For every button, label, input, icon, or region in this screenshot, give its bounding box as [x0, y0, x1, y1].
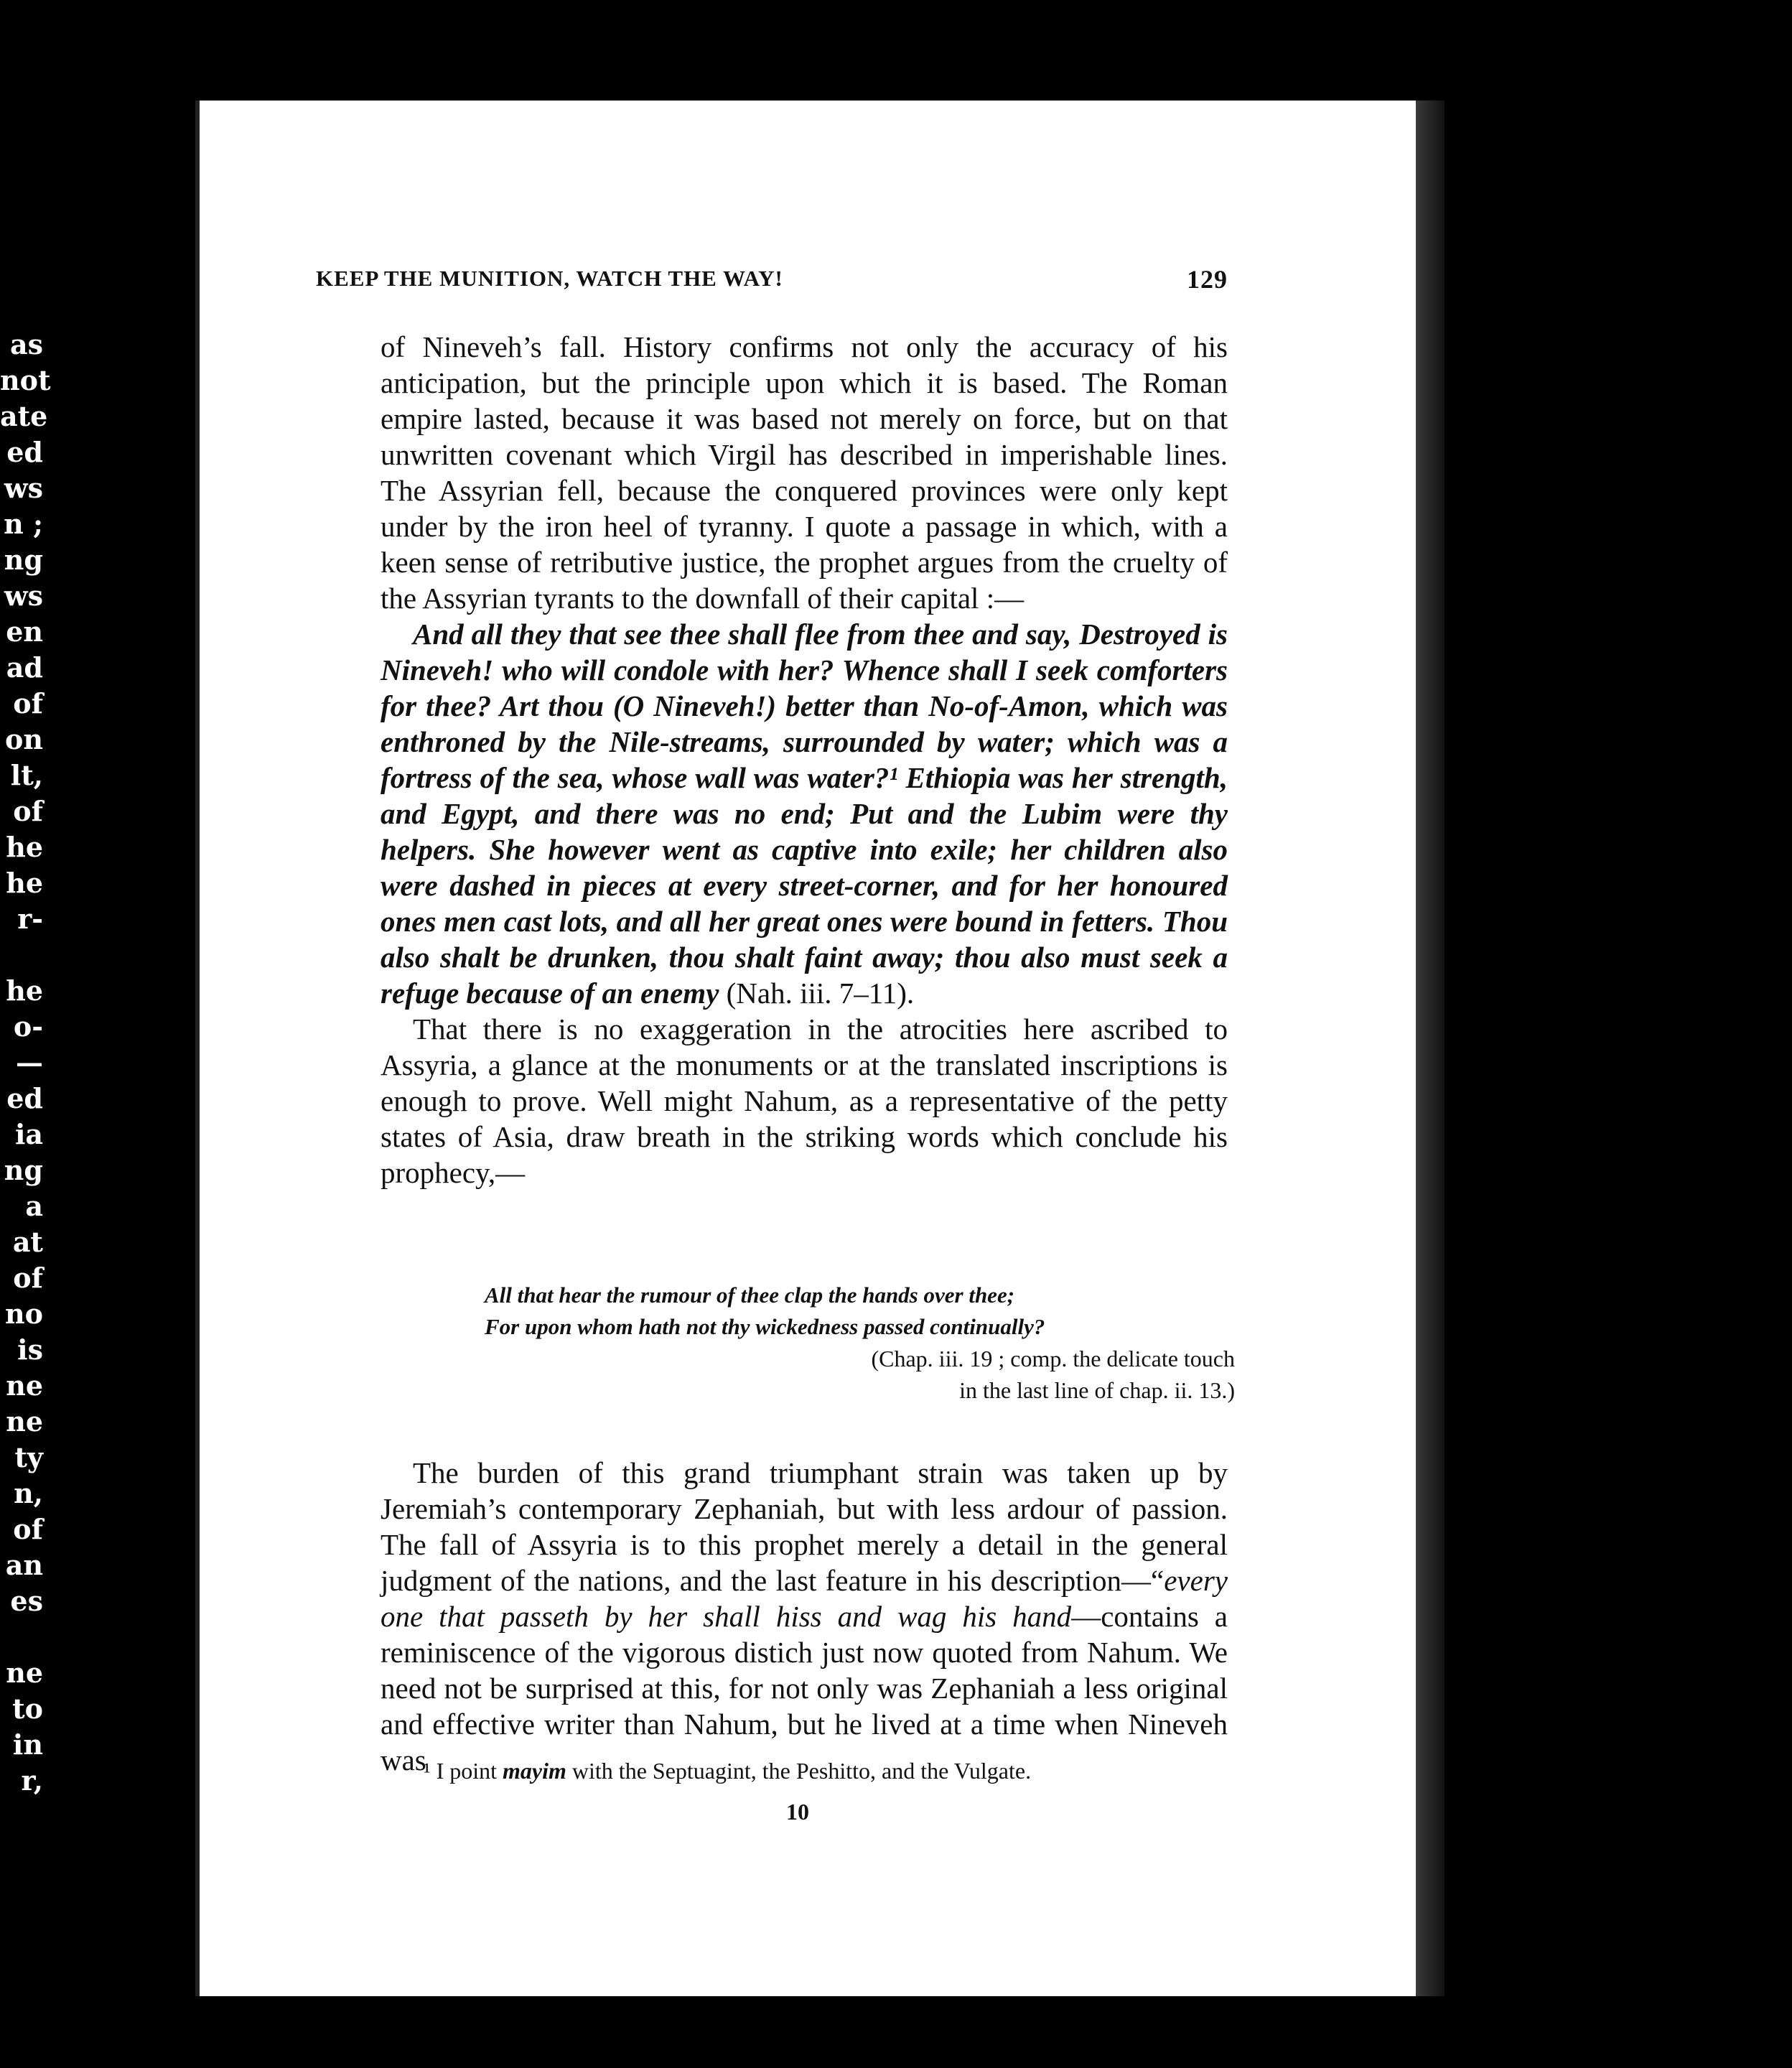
facing-page-fragment: —	[16, 1046, 43, 1079]
facing-page-fragment: lt,	[10, 759, 43, 791]
facing-page-fragment: of	[13, 1262, 43, 1294]
footnote-part-b: with the Septuagint, the Peshitto, and the Vulgate.	[566, 1758, 1032, 1784]
facing-page-fragment: he	[6, 867, 43, 899]
facing-page-fragment: not	[0, 364, 51, 396]
paragraph-2: That there is no exaggeration in the atrocities here ascribed to Assyria, a glance at the monuments or at the translated inscriptions is enough to prove. Well might Nahum, as a representative of the petty states of Asia, draw breath in the striking words which conclude his prophecy,—	[381, 1012, 1228, 1189]
verse-line-2: For upon whom hath not thy wickedness passed continually?	[485, 1314, 1045, 1339]
paragraph-1: of Nineveh’s fall. History confirms not only the accuracy of his anticipation, but the principle upon which it is based. The Roman empire lasted, because it was based not merely on force, but on that unwritten covenant which Virgil has described in imperishable lines. The Assyrian fell, because the conquered provinces were only kept under by the iron heel of tyranny. I quote a passage in which, with a keen sense of retributive justice, the prophet argues from the cruelty of the Assyrian tyrants to the downfall of their capital :—	[381, 330, 1228, 615]
quote-text: And all they that see thee shall flee from thee and say, Destroyed is Nineveh! who will condole with her? Whence shall I seek comforters for thee? Art thou (O Nineveh!) better than No-of-Amon, which was enthroned by the Nile-streams, surrounded by water; which was a fortress of the sea, whose wall was water?¹ Ethiopia was her strength, and Egypt, and there was no end; Put and the Lubim were thy helpers. She however went as captive into exile; her children also were dashed in pieces at every street-corner, and for her honoured ones men cast lots, and all her great ones were bound in fetters. Thou also shalt be drunken, thou shalt faint away; thou also must seek a refuge because of an enemy	[381, 618, 1228, 1010]
facing-page-fragment: of	[13, 687, 43, 719]
main-text-continued	[381, 1425, 1228, 1807]
facing-page-fragment: a	[25, 1190, 43, 1222]
facing-page-fragment: is	[17, 1333, 43, 1366]
facing-page-fragment: en	[6, 615, 43, 648]
paragraph-3-part-a: The burden of this grand triumphant strain was taken up by Jeremiah’s contemporary Zephaniah, but with less ardour of passion. The fall of Assyria is to this prophet merely a detail in the general judgment of the nations, and the last feature in his description—“	[381, 1456, 1228, 1597]
facing-page-fragment: on	[5, 723, 43, 755]
signature-mark: 10	[786, 1799, 809, 1825]
facing-page-fragment: ne	[6, 1405, 43, 1438]
facing-page-fragment: in	[12, 1728, 43, 1761]
footnote-word: mayim	[503, 1758, 566, 1784]
verse-line-1: All that hear the rumour of thee clap the hands over thee;	[485, 1282, 1015, 1308]
facing-page-fragment: ate	[0, 400, 48, 432]
running-title: KEEP THE MUNITION, WATCH THE WAY!	[316, 266, 783, 291]
verse-citation	[775, 1343, 1235, 1406]
facing-page-fragment: as	[9, 328, 43, 360]
facing-page-text-fragments	[0, 327, 51, 1799]
footnote-part-a: ¹ I point	[424, 1758, 503, 1784]
citation-line-2: in the last line of chap. ii. 13.)	[959, 1377, 1235, 1403]
page-edge-shadow	[1416, 101, 1445, 1996]
footnote	[424, 1758, 1031, 1784]
facing-page-fragment: ws	[4, 472, 43, 504]
facing-page-fragment: he	[6, 831, 43, 863]
facing-page-fragment: ad	[6, 651, 43, 684]
facing-page-fragment: ng	[4, 1154, 43, 1186]
facing-page-fragment: of	[13, 795, 43, 827]
facing-page-fragment: es	[10, 1585, 43, 1617]
paragraph-3-quote: every one that passeth by her shall hiss and wag his hand	[381, 1564, 1228, 1633]
facing-page-fragment: ed	[6, 1082, 43, 1114]
facing-page-fragment: o-	[13, 1010, 43, 1043]
facing-page-fragment: of	[13, 1513, 43, 1545]
citation-line-1: (Chap. iii. 19 ; comp. the delicate touch	[871, 1346, 1235, 1371]
page-number: 129	[1187, 265, 1228, 294]
facing-page-fragment: he	[6, 974, 43, 1007]
facing-page-fragment: ng	[4, 544, 43, 576]
facing-page-fragment: ws	[4, 579, 43, 612]
facing-page-fragment: ne	[6, 1657, 43, 1689]
facing-page-fragment: ty	[14, 1441, 43, 1473]
facing-page-fragment	[0, 937, 43, 973]
facing-page-fragment	[0, 1619, 43, 1655]
facing-page-fragment: r-	[17, 903, 43, 935]
paragraph-3	[381, 1455, 1228, 1778]
block-quote	[381, 616, 1228, 1011]
main-text	[381, 329, 1228, 1191]
facing-page-fragment: at	[12, 1226, 43, 1258]
facing-page-fragment: r,	[21, 1764, 43, 1797]
facing-page-fragment: n,	[14, 1477, 43, 1509]
quote-reference: (Nah. iii. 7–11).	[719, 977, 915, 1010]
verse-quote	[485, 1280, 1238, 1343]
facing-page-fragment: ia	[14, 1118, 43, 1150]
paragraph-3-part-b: —contains a reminiscence of the vigorous distich just now quoted from Nahum. We need not be surprised at this, for not only was Zephaniah a less original and effective writer than Nahum, but he lived at a time when Nineveh was	[381, 1600, 1228, 1776]
facing-page-fragment: ed	[6, 436, 43, 468]
facing-page-fragment: ne	[6, 1369, 43, 1402]
facing-page-fragment: n ;	[4, 508, 43, 540]
facing-page-fragment: no	[5, 1298, 43, 1330]
facing-page-fragment: an	[5, 1549, 43, 1581]
facing-page-fragment: to	[12, 1692, 43, 1725]
